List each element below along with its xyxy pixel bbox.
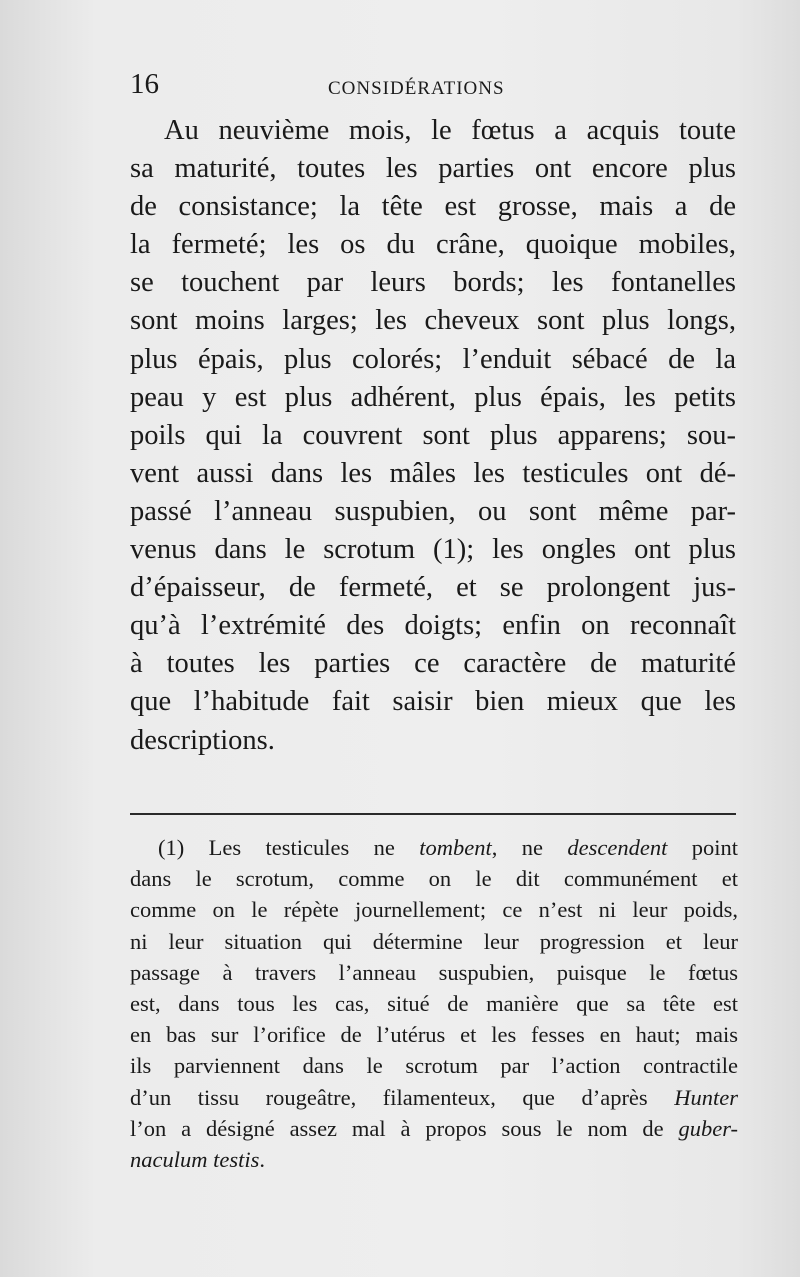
text-line: poils qui la couvrent sont plus apparens; sou- [130,419,736,451]
page-number: 16 [130,68,159,100]
footnote-italic: Hunter [674,1084,738,1110]
footnote-line [130,1113,738,1144]
text-line: plus épais, plus colorés; l’enduit sébacé de la [130,343,736,375]
footnote-italic: guber- [678,1115,738,1141]
text-line: descriptions. [130,724,275,756]
text-line: à toutes les parties ce caractère de maturité [130,648,736,680]
text-line: passé l’anneau suspubien, ou sont même par- [130,495,736,527]
footnote-text: (1) Les testicules ne [158,835,420,860]
footnote-line: ni leur situation qui détermine leur progression et leur [130,928,738,954]
footnote-line: passage à travers l’anneau suspubien, puisque le fœtus [130,959,738,985]
footnote-line: comme on le répète journellement; ce n’est ni leur poids, [130,897,738,923]
footnote-text: d’un tissu rougeâtre, filamenteux, que d’après [130,1084,675,1110]
footnote-text: l’on a désigné assez mal à propos sous le nom de [130,1115,679,1141]
text-line: qu’à l’extrémité des doigts; enfin on reconnaît [130,610,736,642]
footnote-line: dans le scrotum, comme on le dit communément et [130,866,738,892]
text-line: d’épaisseur, de fermeté, et se prolongent jus- [130,572,736,604]
text-line: venus dans le scrotum (1); les ongles ont plus [130,534,736,566]
footnote-line: est, dans tous les cas, situé de manière que sa tête est [130,990,738,1016]
running-title: CONSIDÉRATIONS [328,78,505,99]
footnote-text: , ne [491,835,568,860]
text-line: la fermeté; les os du crâne, quoique mobiles, [130,229,736,261]
text-line: que l’habitude fait saisir bien mieux que les [130,686,736,718]
footnote-line [130,1082,738,1113]
text-line: Au neuvième mois, le fœtus a acquis toute [164,115,736,146]
footnote-italic: naculum testis [130,1146,260,1172]
text-line: sont moins larges; les cheveux sont plus longs, [130,305,736,337]
footnote-text: point [667,835,738,860]
text-line: vent aussi dans les mâles les testicules ont dé- [130,457,736,489]
main-paragraph [130,112,736,760]
footnote-line [130,1144,738,1175]
text-line: peau y est plus adhérent, plus épais, les petits [130,381,736,413]
footnote-text: . [259,1146,265,1172]
page-header [130,68,740,108]
text-line: de consistance; la tête est grosse, mais a de [130,191,736,223]
footnote-italic: tombent [419,835,492,860]
footnote [130,832,738,1175]
footnote-italic: descendent [567,835,668,860]
footnote-line [130,832,738,863]
footnote-divider [130,813,736,815]
text-line: se touchent par leurs bords; les fontanelles [130,267,736,299]
footnote-line: ils parviennent dans le scrotum par l’action contractile [130,1053,738,1079]
text-line: sa maturité, toutes les parties ont encore plus [130,153,736,185]
footnote-line: en bas sur l’orifice de l’utérus et les fesses en haut; mais [130,1022,738,1048]
